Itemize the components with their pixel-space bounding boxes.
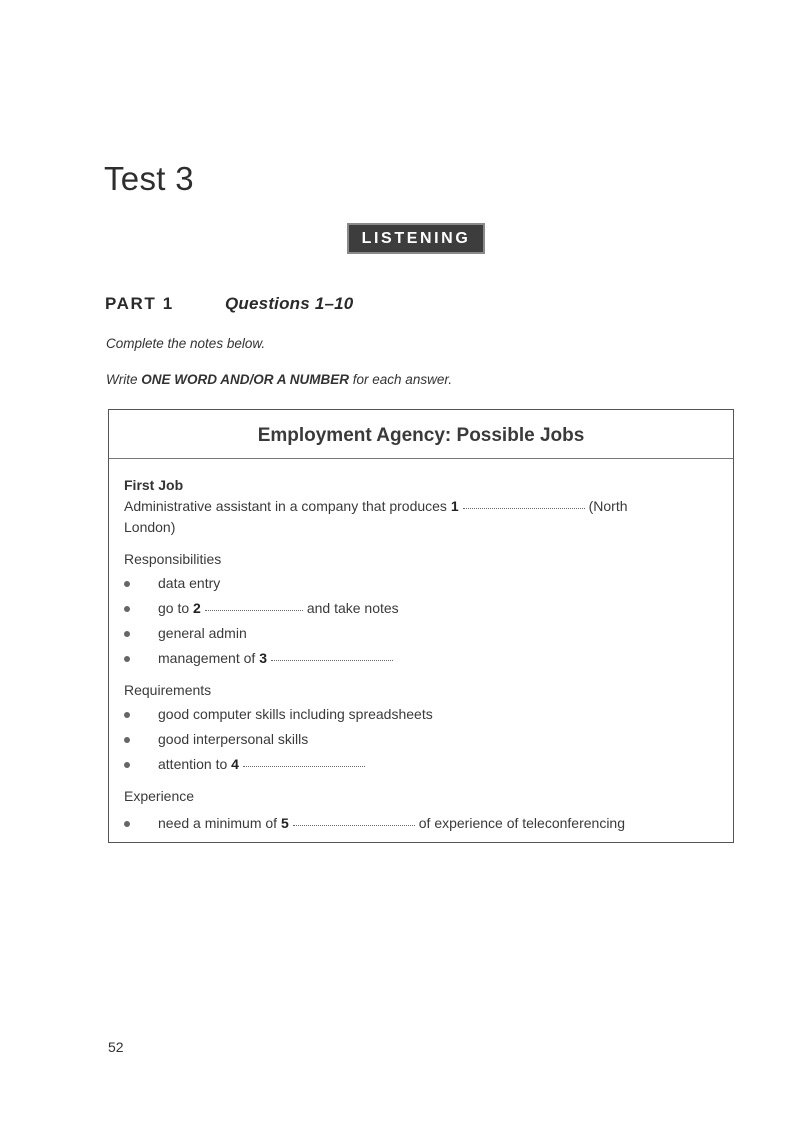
answer-blank-2[interactable] <box>205 610 303 611</box>
item-text: of experience of teleconferencing <box>418 815 625 831</box>
title-divider <box>109 458 733 459</box>
notes-box <box>108 409 734 843</box>
answer-blank-5[interactable] <box>293 825 415 826</box>
requirement-item: good interpersonal skills <box>158 731 309 747</box>
instruction-prefix: Write <box>106 372 138 387</box>
test-title: Test 3 <box>104 160 194 197</box>
responsibility-item: data entry <box>158 575 221 591</box>
notes-title: Employment Agency: Possible Jobs <box>257 425 585 446</box>
instruction-line-1: Complete the notes below. <box>106 336 266 351</box>
bullet-icon <box>124 606 130 612</box>
part-heading <box>105 294 354 314</box>
question-number-3: 3 <box>259 650 267 666</box>
bullet-icon <box>124 656 130 662</box>
question-number-2: 2 <box>193 600 201 616</box>
responsibility-item: general admin <box>158 625 247 641</box>
intro-text: Administrative assistant in a company that produces <box>124 498 447 514</box>
item-text: management of <box>158 650 256 666</box>
job-heading: First Job <box>124 477 184 493</box>
bullet-icon <box>124 737 130 743</box>
item-text: need a minimum of <box>158 815 278 831</box>
answer-blank-4[interactable] <box>243 766 365 767</box>
item-text: and take notes <box>306 600 399 616</box>
instruction-line-2 <box>106 372 452 387</box>
question-number-4: 4 <box>231 756 239 772</box>
bullet-icon <box>124 712 130 718</box>
answer-blank-3[interactable] <box>271 660 393 661</box>
job-intro <box>124 498 628 514</box>
experience-item <box>158 815 625 831</box>
responsibility-item <box>158 600 399 616</box>
part-label: PART 1 <box>105 294 174 313</box>
requirement-item <box>158 756 369 772</box>
question-number-5: 5 <box>280 815 289 831</box>
part-questions: Questions 1–10 <box>225 294 354 313</box>
instruction-emphasis: ONE WORD AND/OR A NUMBER <box>141 372 350 387</box>
question-number-1: 1 <box>450 498 459 514</box>
requirement-item: good computer skills including spreadsheets <box>158 706 433 722</box>
item-text: attention to <box>158 756 228 772</box>
item-text: go to <box>158 600 190 616</box>
requirements-heading: Requirements <box>124 682 212 698</box>
bullet-icon <box>124 821 130 827</box>
experience-heading: Experience <box>124 788 195 804</box>
intro-line-2: London) <box>124 519 176 535</box>
answer-blank-1[interactable] <box>463 508 585 509</box>
bullet-icon <box>124 631 130 637</box>
bullet-icon <box>124 762 130 768</box>
bullet-icon <box>124 581 130 587</box>
page-number: 52 <box>108 1039 124 1055</box>
responsibilities-heading: Responsibilities <box>124 551 222 567</box>
instruction-suffix: for each answer. <box>352 372 453 387</box>
section-badge: LISTENING <box>347 223 485 254</box>
intro-location: (North <box>588 498 628 514</box>
responsibility-item <box>158 650 397 666</box>
